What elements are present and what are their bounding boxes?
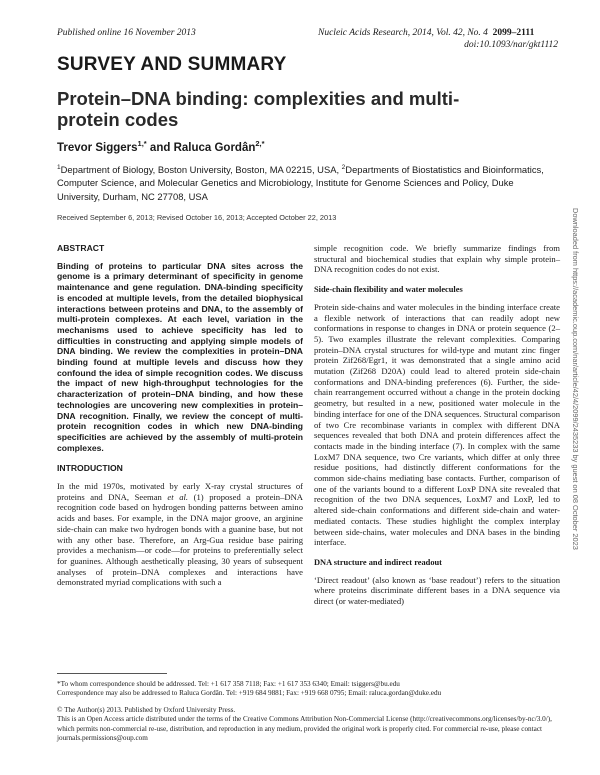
section-label: SURVEY AND SUMMARY	[57, 54, 287, 75]
license: This is an Open Access article distributed under the terms of the Creative Commons Attribution Non-Commercial License (http://creativecommons.org/licenses/by-nc/3.0/), which permits non-commercial re-use, distribution, and reproduction in any medium, provided the original work is properly cited. For commercial re-use, please contact journals.permissions@oup.com	[57, 715, 552, 743]
article-title: Protein–DNA binding: complexities and multi-protein codes	[57, 88, 460, 130]
intro-text-b: (1) proposed a protein–DNA recognition code based on hydrogen bonding patterns between amino acids and bases. For example, in the DNA major groove, an arginine side-chain can make two hydrogen bonds with a guanine base, but not with any other base. Therefore, an Arg-Gua residue base pairing provides a mechanism—or code—for proteins to preferentially select for guanines. Although aesthetically pleasing, 30 years of subsequent analyses of protein–DNA complexes and interactions have demonstrated myriad complications with such a	[57, 491, 303, 588]
intro-text-a: In the mid 1970s, motivated by early X-ray crystal structures of proteins and DNA, Seeman	[57, 481, 303, 502]
affil-sup: 1	[57, 164, 61, 171]
affil-sup: 2	[341, 164, 346, 171]
continuation-text: simple recognition code. We briefly summarize findings from structural and biochemical studies that explain why simple protein–DNA recognition codes do not exist.	[314, 243, 560, 275]
author-joiner: and	[146, 141, 174, 154]
published-date: Published online 16 November 2013	[57, 28, 196, 38]
author-sup: 1,*	[137, 139, 147, 148]
doi[interactable]: doi:10.1093/nar/gkt1112	[464, 40, 558, 50]
footnote-divider	[57, 673, 167, 674]
abstract-heading: ABSTRACT	[57, 243, 105, 253]
affiliations	[57, 161, 552, 203]
introduction-text	[57, 481, 303, 588]
page-range: 2099–2111	[492, 28, 535, 38]
side-chain-heading: Side-chain flexibility and water molecules	[314, 285, 463, 295]
side-chain-text: Protein side-chains and water molecules in the binding interface create a flexible network of interactions that can readily adopt new conformations in response to changes in DNA or protein sequence (2–5). Two examples illustrate the relevant complexities. Comparing protein–DNA crystal structures for wild-type and mutant zinc finger protein Zif268/Egr1, it was demonstrated that a single amino acid mutation (Zif268 D20A) could lead to altered protein side-chain conformations and DNA-binding preferences (6). Further, the side-chain rearrangement occurred without a change in the protein docking geometry, but resulted in a new, positioned water molecule in the binding interface for one of the DNA sequences. Structural comparison of two Cre recombinase variants in complex with different DNA sequences revealed that both DNA and protein differences affect the contacts made in the binding interface (7). In complex with the same LoxM7 DNA sequence, two Cre variants, which differ at only three residue positions, had distinctly different conformations for the common side-chains mediating base contacts. Further, comparison of one of the variants bound to a different LoxP DNA site revealed that recognition of the two DNA sequences, LoxM7 and LoxP, led to altered side-chain conformations and different side-chain and water-mediated contacts. These studies highlight the complex interplay between side-chains, water molecules and DNA bases in the binding interface.	[314, 301, 560, 548]
intro-et-al: et al.	[167, 491, 189, 502]
dna-structure-text: ‘Direct readout’ (also known as ‘base readout’) refers to the situation where proteins discriminate different bases in a DNA sequence via direct (or water-mediated)	[314, 574, 560, 607]
download-watermark: Downloaded from https://academic.oup.com/nar/article/42/4/2099/2435233 by guest on 08 October 2023	[571, 208, 580, 550]
correspondence-2: Correspondence may also be addressed to Raluca Gordân. Tel: +919 684 9881; Fax: +919 668 0795; Email: raluca.gordan@duke.edu	[57, 689, 442, 698]
author-sup: 2,*	[255, 139, 265, 148]
abstract-text: Binding of proteins to particular DNA sites across the genome is a primary determinant of specificity in genome maintenance and gene regulation. DNA-binding specificity is encoded at multiple levels, from the detailed biophysical interactions between proteins and DNA, to the assembly of multi-protein complexes. At each level, variation in the mechanisms used to achieve specificity has led to difficulties in constructing and applying simple models of DNA binding. We review the complexities in protein–DNA binding found at multiple levels and discuss how they confound the idea of simple recognition codes. We discuss the impact of new high-throughput technologies for the characterization of protein–DNA binding, and how these technologies are uncovering new complexities in protein–DNA recognition. Finally, we review the concept of multi-protein recognition codes in which new DNA-binding specificities are achieved by the assembly of multi-protein complexes.	[57, 260, 303, 453]
copyright: © The Author(s) 2013. Published by Oxford University Press.	[57, 705, 236, 714]
author-gordan[interactable]: Raluca Gordân	[173, 141, 256, 154]
author-siggers[interactable]: Trevor Siggers	[57, 141, 138, 154]
affil-text: Departments of Biostatistics and Bioinformatics, Computer Science, and Molecular Genetics and Microbiology, Institute for Genome Sciences and Policy, Duke University, Durham, NC 27708, USA	[57, 164, 544, 202]
left-column	[57, 243, 303, 588]
affil-text: Department of Biology, Boston University, Boston, MA 02215, USA,	[60, 164, 342, 176]
dna-structure-heading: DNA structure and indirect readout	[314, 557, 442, 567]
received-dates: Received September 6, 2013; Revised October 16, 2013; Accepted October 22, 2013	[57, 213, 337, 222]
journal-header	[318, 28, 558, 50]
author-list	[57, 139, 265, 154]
right-column	[314, 243, 560, 607]
introduction-heading: INTRODUCTION	[57, 463, 123, 474]
correspondence-1: *To whom correspondence should be addressed. Tel: +1 617 358 7118; Fax: +1 617 353 6340; Email: tsiggers@bu.edu	[57, 680, 400, 688]
journal-citation: Nucleic Acids Research, 2014, Vol. 42, No. 4	[318, 28, 488, 38]
footnotes	[57, 680, 559, 743]
